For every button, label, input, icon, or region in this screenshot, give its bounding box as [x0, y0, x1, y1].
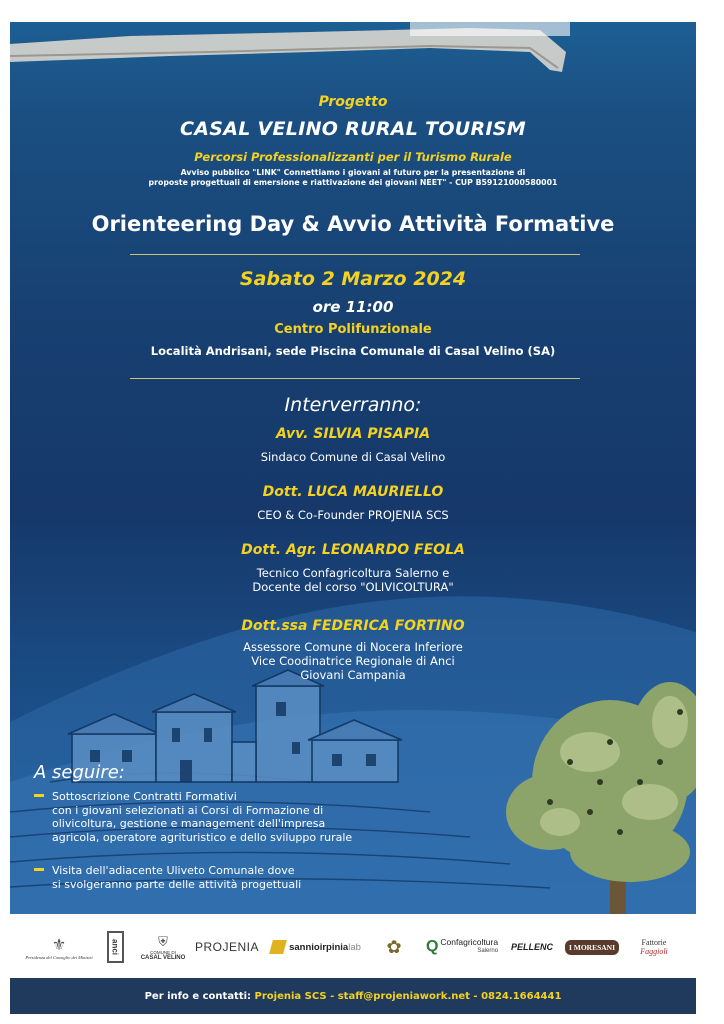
- speaker-role: Sindaco Comune di Casal Velino: [260, 450, 446, 464]
- sannio-mark-icon: [269, 940, 287, 954]
- event-location: Località Andrisani, sede Piscina Comunale di Casal Velino (SA): [150, 344, 556, 358]
- imoresani-logo: [562, 926, 622, 968]
- speaker-role: Giovani Campania: [300, 668, 406, 682]
- sannioirpinialab-logo: [266, 926, 366, 968]
- sannio-logo-text: sannioirpinia: [289, 941, 349, 953]
- event-poster: [10, 22, 696, 914]
- confagri-logo-text: Confagricoltura: [440, 937, 499, 947]
- footer-separator: -: [473, 990, 478, 1002]
- speaker-name: Dott.ssa FEDERICA FORTINO: [241, 618, 465, 634]
- event-date: Sabato 2 Marzo 2024: [239, 268, 467, 290]
- divider: [130, 254, 580, 255]
- speaker-block: [10, 426, 696, 464]
- bullet-dash-icon: [34, 794, 44, 797]
- casal-velino-logo: [136, 926, 190, 968]
- confagri-mark-icon: Q: [425, 938, 439, 955]
- tree-icon: ✿: [386, 936, 402, 957]
- speaker-block: [10, 484, 696, 522]
- gov-logo: [22, 926, 96, 968]
- divider: [130, 378, 580, 379]
- list-item-line: agricola, operatore agrituristico e dello sviluppo rurale: [52, 830, 353, 844]
- projenia-logo: [194, 926, 260, 968]
- footer-phone: 0824.1664441: [481, 990, 562, 1002]
- gov-logo-text: Presidenza del Consiglio dei Ministri: [25, 954, 93, 960]
- imoresani-logo-text: I MORESANI: [565, 940, 619, 955]
- speaker-role: Assessore Comune di Nocera Inferiore: [243, 640, 463, 654]
- speaker-block: [10, 542, 696, 594]
- fattorie-faggioli-logo: [628, 926, 680, 968]
- event-venue: Centro Polifunzionale: [274, 322, 432, 337]
- project-label: Progetto: [318, 94, 388, 110]
- speaker-block: [10, 618, 696, 682]
- speaker-role: Vice Coodinatrice Regionale di Anci: [251, 654, 455, 668]
- shield-icon: ⛨: [158, 933, 168, 949]
- project-title: CASAL VELINO RURAL TOURISM: [179, 118, 527, 140]
- list-item-line: con i giovani selezionati ai Corsi di Formazione di: [52, 803, 324, 817]
- list-item: [34, 864, 301, 891]
- sannio-logo-suffix: lab: [348, 941, 361, 953]
- fattorie-logo-subtext: Faggioli: [640, 947, 668, 956]
- confagricoltura-logo: [420, 926, 504, 968]
- projenia-logo-text: PROJENIA: [194, 940, 259, 954]
- anci-logo: [102, 926, 128, 968]
- casal-velino-logo-text: CASAL VELINO: [140, 954, 186, 961]
- footer-prefix: Per info e contatti:: [144, 990, 252, 1002]
- footer-email: staff@projeniawork.net: [337, 990, 470, 1002]
- list-item-line: Visita dell'adiacente Uliveto Comunale dove: [52, 864, 295, 877]
- list-item-line: olivicoltura, gestione e management dell'impresa: [52, 817, 326, 830]
- partner-logos: [22, 926, 702, 968]
- speaker-name: Dott. Agr. LEONARDO FEOLA: [241, 542, 465, 558]
- a-seguire-heading: A seguire:: [34, 762, 125, 783]
- footer-org: Projenia SCS: [254, 990, 327, 1002]
- tree-logo: [374, 926, 414, 968]
- avviso-line: Avviso pubblico "LINK" Connettiamo i giovani al futuro per la presentazione di: [180, 168, 526, 177]
- speaker-role: Docente del corso "OLIVICOLTURA": [252, 580, 454, 594]
- anci-logo-text: anci: [107, 931, 124, 963]
- list-item: [34, 790, 352, 844]
- event-heading: Orienteering Day & Avvio Attività Formative: [91, 212, 615, 236]
- pellenc-logo: [508, 926, 556, 968]
- event-time: ore 11:00: [312, 298, 394, 316]
- speakers-heading: Interverranno:: [284, 394, 422, 416]
- bullet-dash-icon: [34, 868, 44, 871]
- speaker-name: Avv. SILVIA PISAPIA: [275, 426, 431, 442]
- list-item-line: si svolgeranno parte delle attività progettuali: [52, 877, 302, 891]
- fattorie-logo-text: Fattorie: [641, 938, 667, 947]
- project-subtitle: Percorsi Professionalizzanti per il Turismo Rurale: [194, 150, 512, 164]
- footer-separator: -: [330, 990, 335, 1002]
- confagri-logo-subtext: Salerno: [477, 948, 499, 954]
- pellenc-logo-text: PELLENC: [510, 942, 553, 952]
- speaker-role: CEO & Co-Founder PROJENIA SCS: [257, 508, 449, 522]
- emblem-icon: ⚜: [51, 936, 67, 954]
- avviso-notice: [10, 168, 696, 188]
- casal-velino-logo-text: COMUNE DI: [150, 949, 176, 955]
- speaker-name: Dott. LUCA MAURIELLO: [262, 484, 444, 500]
- speaker-role: Tecnico Confagricoltura Salerno e: [256, 566, 450, 580]
- contact-footer: [10, 978, 696, 1014]
- avviso-line: proposte progettuali di emersione e riattivazione dei giovani NEET" - CUP B59121000580001: [148, 178, 558, 187]
- list-item-line: Sottoscrizione Contratti Formativi: [52, 790, 237, 803]
